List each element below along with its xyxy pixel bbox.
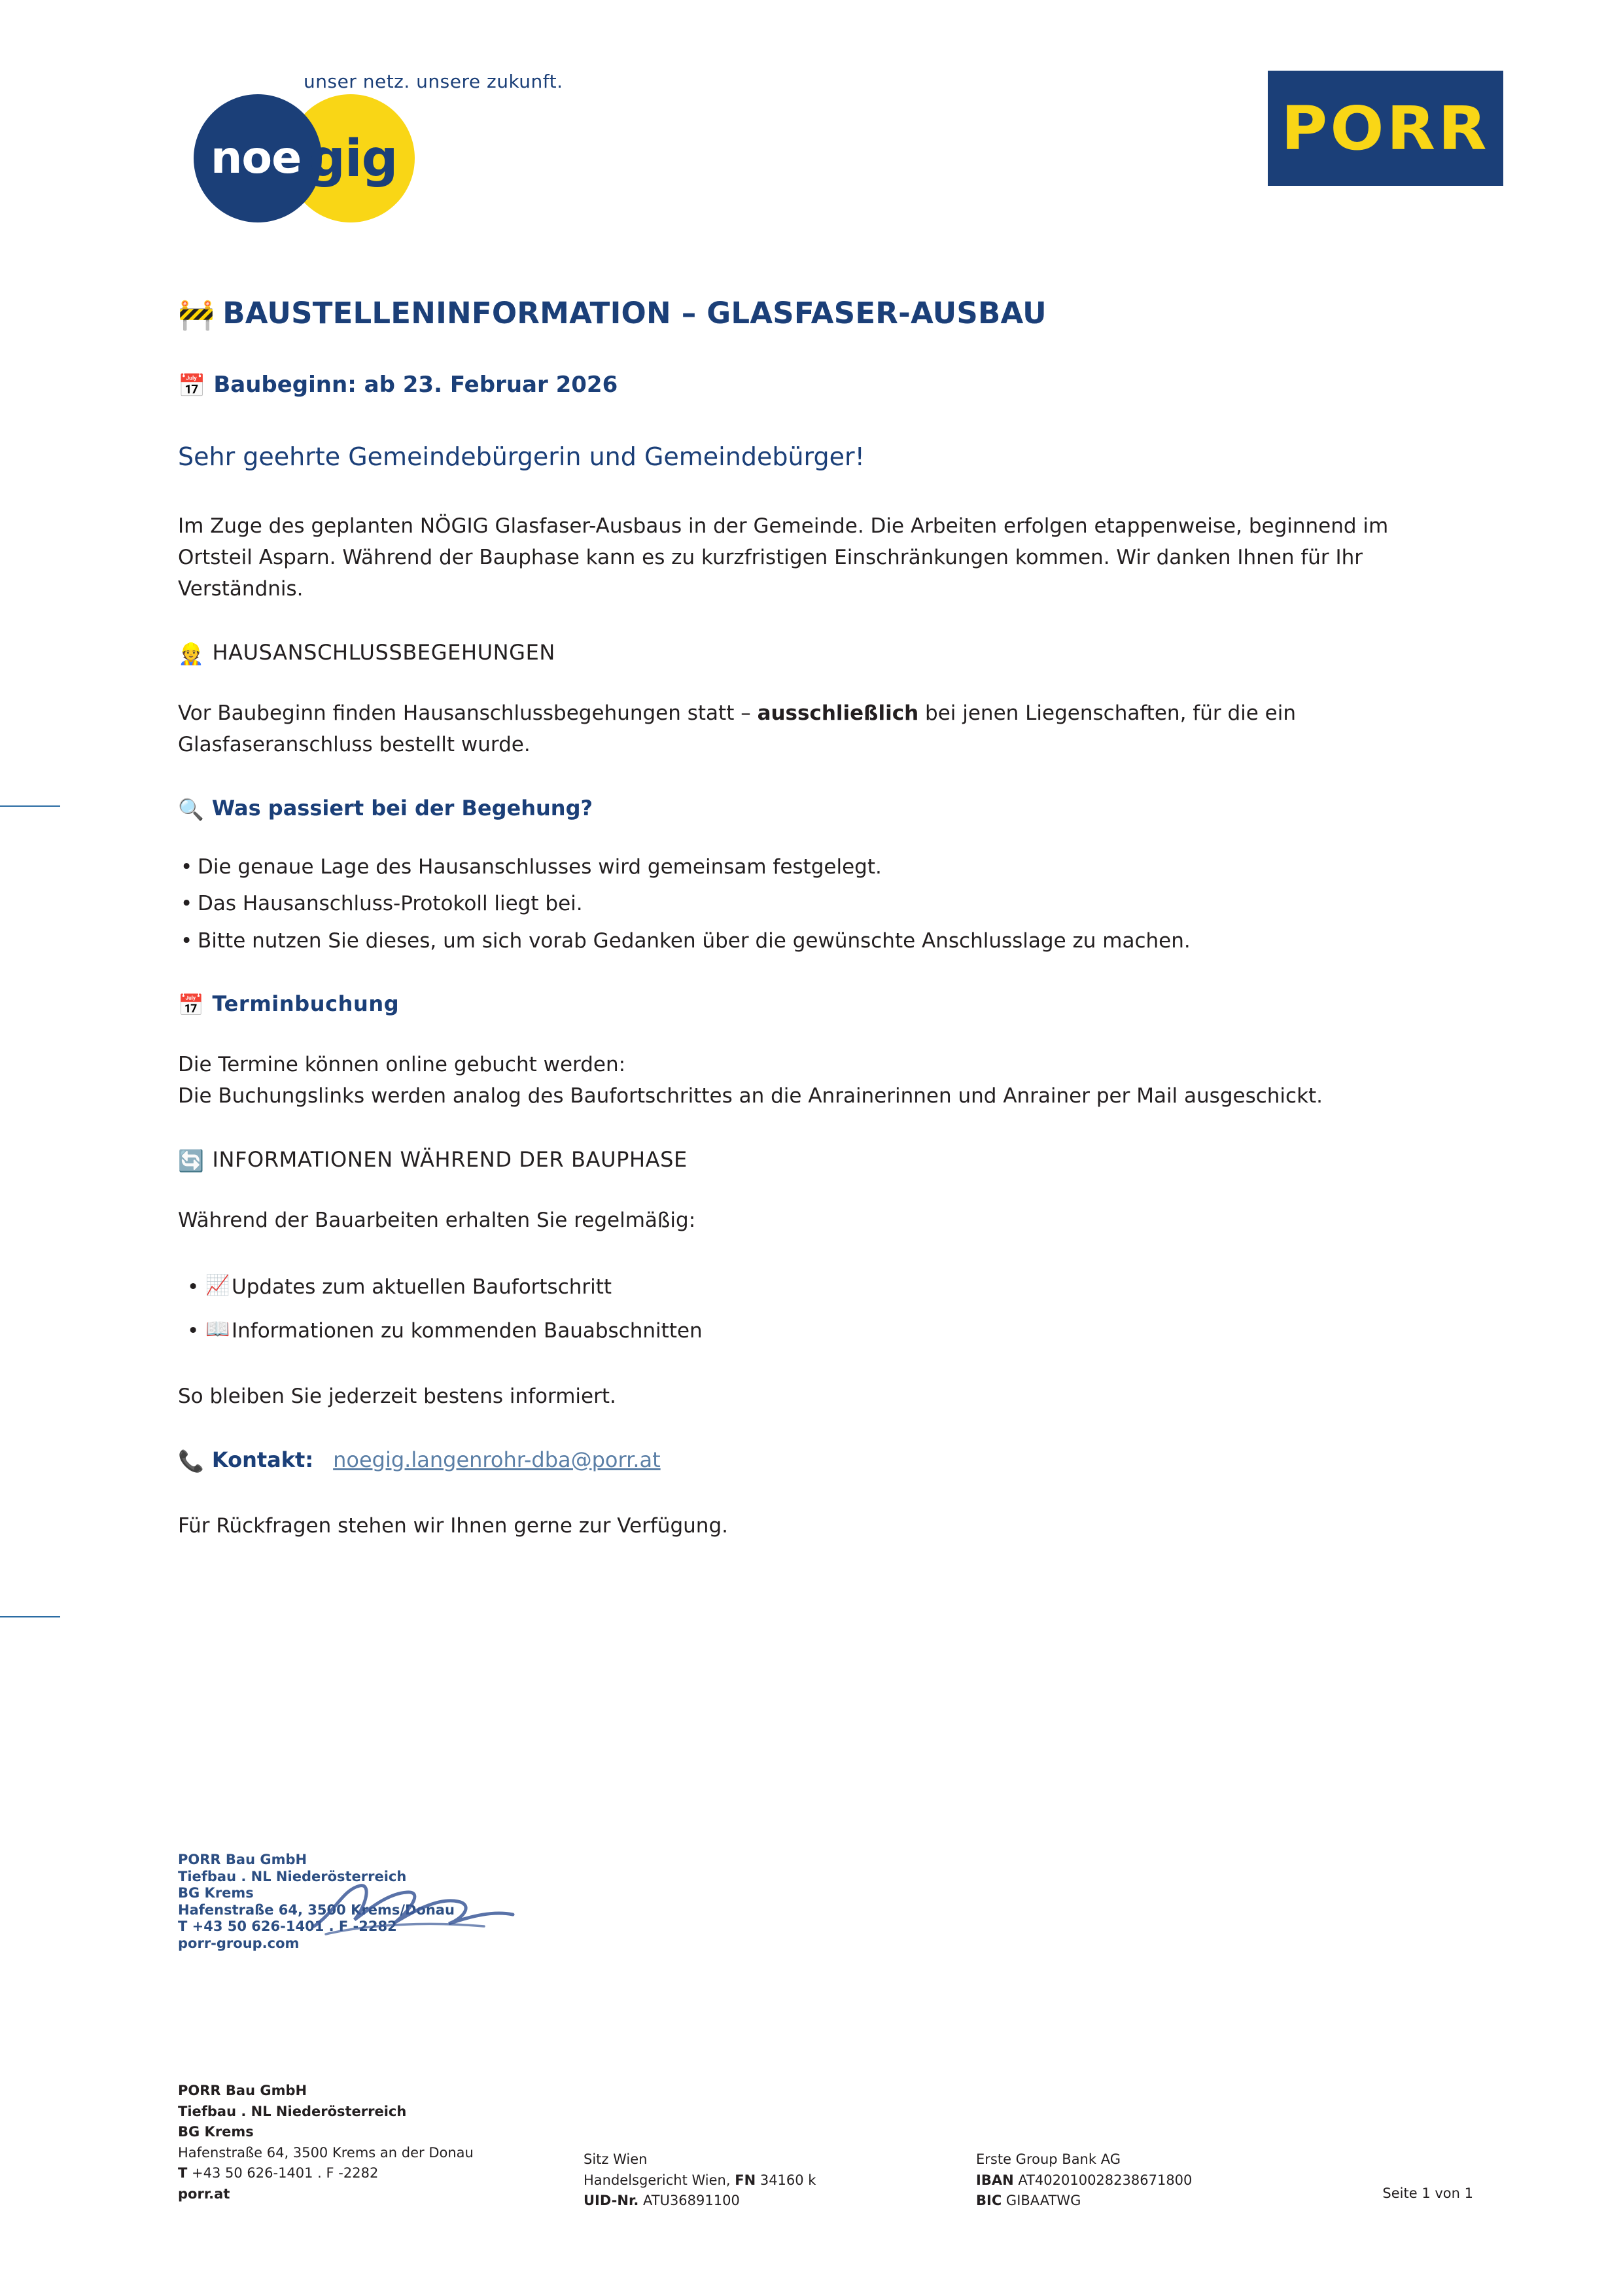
section-heading-terminbuchung xyxy=(178,991,1447,1017)
footer-register-court: Handelsgericht Wien, xyxy=(584,2172,731,2188)
calendar-icon: 📅 xyxy=(178,373,206,399)
footer-division: Tiefbau . NL Niederösterreich xyxy=(178,2103,407,2119)
terminbuchung-line-2: Die Buchungslinks werden analog des Baufortschrittes an die Anrainerinnen und Anrainer per Mail ausgeschickt. xyxy=(178,1084,1323,1108)
telephone-icon: 📞 xyxy=(178,1448,204,1474)
list-item xyxy=(178,1271,1447,1303)
footer-column-right xyxy=(976,2149,1342,2212)
stamp-line-1: PORR Bau GmbH xyxy=(178,1852,307,1867)
bullet-dot-icon: • xyxy=(187,1318,200,1343)
chart-increasing-icon: 📈 xyxy=(205,1274,230,1298)
footer-column-middle xyxy=(584,2149,976,2212)
bullet-dot-icon: • xyxy=(187,1275,200,1299)
footer-fn-label: FN xyxy=(735,2172,756,2188)
page-title xyxy=(178,296,1447,332)
list-item-label: Updates zum aktuellen Baufortschritt xyxy=(232,1275,612,1299)
page-edge-mark xyxy=(0,805,60,807)
bauphase-closing: So bleiben Sie jederzeit bestens informiert. xyxy=(178,1384,616,1408)
construction-sign-icon: 🚧 xyxy=(178,297,215,332)
noegig-tagline: unser netz. unsere zukunft. xyxy=(304,71,563,92)
list-item: • Die genaue Lage des Hausanschlusses wird gemeinsam festgelegt. xyxy=(178,852,1447,883)
footer-bic xyxy=(976,2191,1342,2212)
section1-paragraph xyxy=(178,698,1447,760)
worker-icon: 👷 xyxy=(178,641,205,666)
list-item: • Bitte nutzen Sie dieses, um sich vorab Gedanken über die gewünschte Anschlusslage zu machen. xyxy=(178,926,1447,957)
terminbuchung-line-1: Die Termine können online gebucht werden: xyxy=(178,1053,626,1077)
section-heading-text: INFORMATIONEN WÄHREND DER BAUPHASE xyxy=(212,1147,688,1173)
greeting: Sehr geehrte Gemeindebürgerin und Gemeindebürger! xyxy=(178,442,865,472)
contact-email-link[interactable]: noegig.langenrohr-dba@porr.at xyxy=(333,1447,661,1472)
porr-wordmark: PORR xyxy=(1281,93,1490,164)
noegig-wordmark-left: noe xyxy=(211,132,302,184)
footer-fn-value: 34160 k xyxy=(759,2172,816,2188)
section-heading-text: Was passiert bei der Begehung? xyxy=(211,795,593,821)
stamp-line-4: Hafenstraße 64, 3500 Krems/Donau xyxy=(178,1901,455,1918)
terminbuchung-paragraph xyxy=(178,1049,1447,1112)
document-body xyxy=(178,296,1447,1577)
footer-seat: Sitz Wien xyxy=(584,2151,648,2167)
footer-iban-label: IBAN xyxy=(976,2172,1014,2188)
bauphase-lead: Während der Bauarbeiten erhalten Sie regelmäßig: xyxy=(178,1209,696,1233)
magnifier-icon: 🔍 xyxy=(178,796,204,822)
footer-uid-value: ATU36891100 xyxy=(643,2193,740,2208)
footer-phone xyxy=(178,2163,584,2184)
footer-phone-prefix: T xyxy=(178,2165,188,2181)
contact-row xyxy=(178,1447,1447,1474)
company-stamp xyxy=(178,1852,518,1952)
footer-company: PORR Bau GmbH xyxy=(178,2083,307,2098)
intro-paragraph: Im Zuge des geplanten NÖGIG Glasfaser-Ausbaus in der Gemeinde. Die Arbeiten erfolgen etappenweise, beginnend im Ortsteil Asparn. Während der Bauphase kann es zu kurzfristigen Einschränkungen kommen. Wir danken Ihnen für Ihr Verständnis. xyxy=(178,514,1389,601)
begehung-bullet-list xyxy=(178,852,1447,957)
stamp-line-5: T +43 50 626-1401 . F -2282 xyxy=(178,1918,397,1935)
footer-branch: BG Krems xyxy=(178,2124,254,2140)
stamp-line-2: Tiefbau . NL Niederösterreich xyxy=(178,1868,407,1884)
footer-register xyxy=(584,2170,976,2191)
page-title-text: BAUSTELLENINFORMATION – GLASFASER-AUSBAU xyxy=(222,296,1047,330)
footer-phone-value: +43 50 626-1401 . F -2282 xyxy=(192,2165,379,2181)
section1-text-before: Vor Baubeginn finden Hausanschlussbegehungen statt – xyxy=(178,701,758,725)
page-edge-mark xyxy=(0,1616,60,1617)
construction-start-line xyxy=(178,370,1447,400)
section-heading-text: Terminbuchung xyxy=(212,991,400,1017)
porr-logo xyxy=(1268,71,1503,186)
footer-column-left xyxy=(178,2081,584,2204)
footer-bic-label: BIC xyxy=(976,2193,1002,2208)
footer-bic-value: GIBAATWG xyxy=(1005,2193,1081,2208)
list-item xyxy=(178,1315,1447,1347)
section1-text-after: bei jenen Liegenschaften, für die ein Glasfaseranschluss bestellt wurde. xyxy=(178,701,1297,756)
noegig-wordmark-right: gig xyxy=(309,130,398,188)
open-book-icon: 📖 xyxy=(205,1317,230,1341)
footer-iban-value: AT402010028238671800 xyxy=(1018,2172,1193,2188)
section1-text-emphasis: ausschließlich xyxy=(757,701,919,725)
section-heading-hausanschlussbegehungen xyxy=(178,640,1447,666)
footer-address: Hafenstraße 64, 3500 Krems an der Donau xyxy=(178,2144,474,2161)
list-item-label: Informationen zu kommenden Bauabschnitten xyxy=(232,1318,703,1343)
footer-iban xyxy=(976,2170,1342,2191)
stamp-line-3: BG Krems xyxy=(178,1885,254,1901)
section-heading-begehung-frage xyxy=(178,796,1447,822)
refresh-icon: 🔄 xyxy=(178,1148,205,1174)
footer-bank: Erste Group Bank AG xyxy=(976,2151,1121,2167)
footer-uid-label: UID-Nr. xyxy=(584,2193,639,2208)
bauphase-list xyxy=(178,1271,1447,1346)
footer-page-number: Seite 1 von 1 xyxy=(1382,2185,1473,2201)
stamp-line-6: porr-group.com xyxy=(178,1935,300,1952)
section-heading-informationen xyxy=(178,1147,1447,1173)
footer-uid xyxy=(584,2191,976,2212)
contact-label: Kontakt: xyxy=(211,1447,314,1472)
closing-paragraph: Für Rückfragen stehen wir Ihnen gerne zur Verfügung. xyxy=(178,1513,728,1538)
section-heading-text: HAUSANSCHLUSSBEGEHUNGEN xyxy=(212,639,555,665)
footer-website: porr.at xyxy=(178,2185,230,2202)
construction-start-text: Baubeginn: ab 23. Februar 2026 xyxy=(213,372,618,398)
list-item: • Das Hausanschluss-Protokoll liegt bei. xyxy=(178,889,1447,919)
calendar-icon: 📅 xyxy=(178,993,205,1018)
noegig-logo xyxy=(194,65,563,222)
